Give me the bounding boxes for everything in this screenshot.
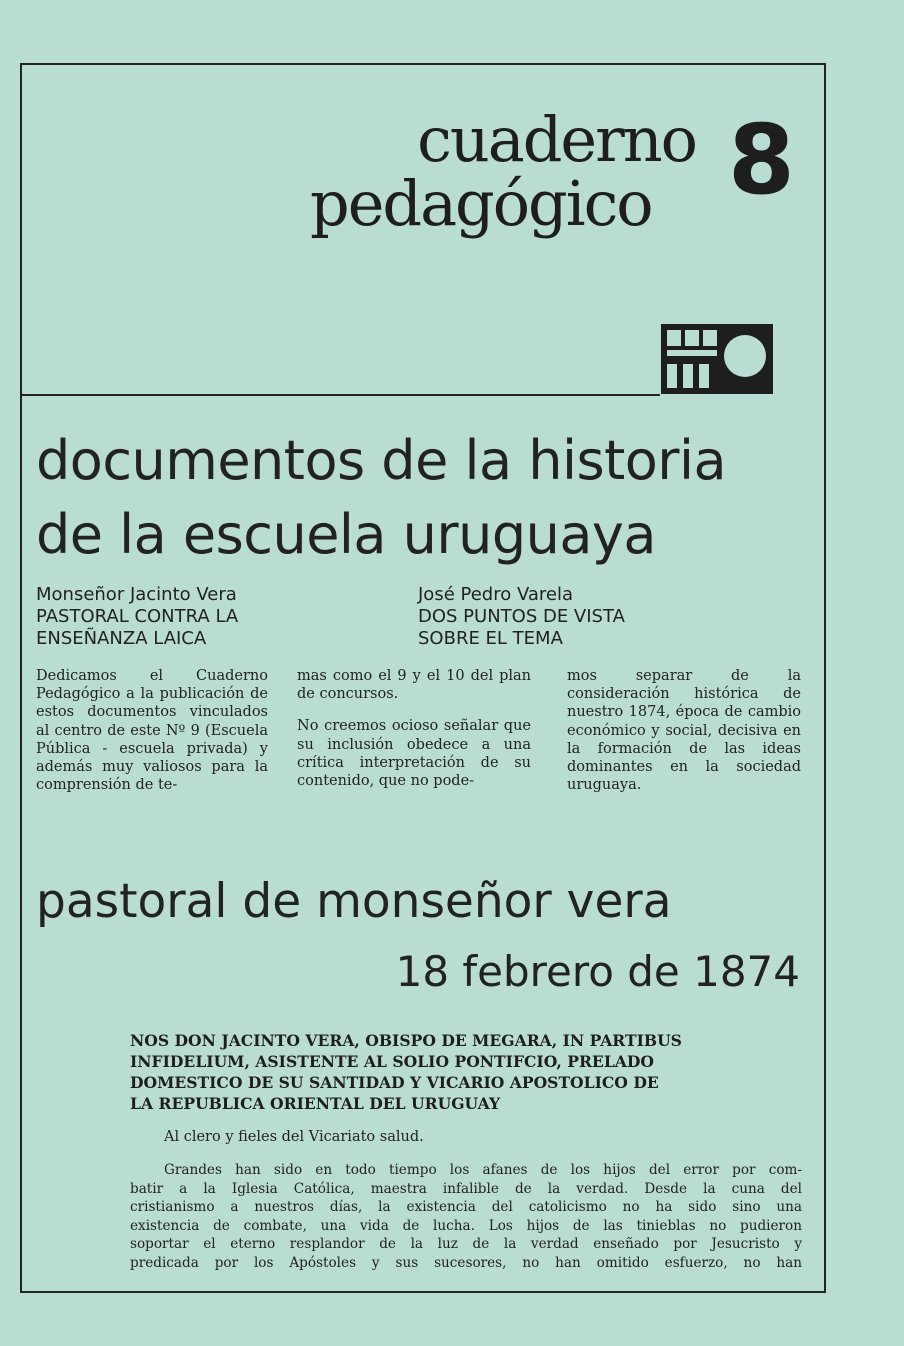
author-name: Monseñor Jacinto Vera [36, 584, 237, 605]
intro-paragraph: No creemos ocioso señalar que su inclusión obedece a una crítica interpretación de su contenido, que no pode- [297, 718, 531, 790]
publication-title-line2: pedagógico [310, 167, 652, 240]
decree-heading-line: NOS DON JACINTO VERA, OBISPO DE MEGARA, IN PARTIBUS [130, 1031, 682, 1050]
body-line: soportar el eterno resplandor de la luz de la verdad enseñado por Jesucristo y [130, 1236, 802, 1253]
intro-column-2 [297, 667, 531, 804]
publisher-logo-icon [661, 324, 773, 394]
author-block-vera [36, 584, 336, 650]
main-heading-line2: de la escuela uruguaya [36, 503, 656, 566]
issue-number: 8 [728, 104, 795, 216]
intro-paragraph: mas como el 9 y el 10 del plan de concursos. [297, 668, 531, 703]
work-title-line1: PASTORAL CONTRA LA [36, 606, 239, 627]
intro-column-3 [567, 667, 801, 808]
intro-paragraph: Dedicamos el Cuaderno Pedagógico a la publicación de estos documentos vinculados al centro de este Nº 9 (Escuela Pública - escuela privada) y además muy valiosos para la comprensión de te- [36, 668, 268, 794]
frame-bottom-rule [20, 1291, 826, 1293]
salutation: Al clero y fieles del Vicariato salud. [164, 1129, 424, 1145]
work-title-line2: ENSEÑANZA LAICA [36, 628, 207, 649]
frame-top-rule [20, 63, 826, 65]
intro-column-1 [36, 667, 268, 808]
frame-left-rule [20, 63, 22, 1293]
main-heading-line1: documentos de la historia [36, 429, 727, 492]
frame-right-rule [824, 63, 826, 1293]
decree-heading-line: DOMESTICO DE SU SANTIDAD Y VICARIO APOSTOLICO DE [130, 1073, 659, 1092]
decree-heading-line: LA REPUBLICA ORIENTAL DEL URUGUAY [130, 1094, 501, 1113]
decree-heading-line: INFIDELIUM, ASISTENTE AL SOLIO PONTIFCIO, PRELADO [130, 1052, 654, 1071]
author-name: José Pedro Varela [418, 584, 574, 605]
section-date: 18 febrero de 1874 [395, 947, 800, 996]
decree-heading [130, 1030, 810, 1114]
section-title: pastoral de monseñor vera [36, 874, 672, 929]
body-line: batir a la Iglesia Católica, maestra infalible de la verdad. Desde la cuna del [130, 1180, 802, 1197]
body-line: existencia de combate, una vida de lucha. Los hijos de las tinieblas no pudieron [130, 1217, 802, 1234]
author-block-varela [418, 584, 718, 650]
publication-title-line1: cuaderno [417, 103, 696, 176]
publication-title [300, 103, 700, 240]
intro-paragraph: mos separar de la consideración histórica de nuestro 1874, época de cambio económico y social, decisiva en la formación de las ideas dominantes en la sociedad uruguaya. [567, 668, 801, 794]
decree-body [130, 1161, 802, 1273]
header-divider [20, 394, 660, 396]
work-title-line1: DOS PUNTOS DE VISTA [418, 606, 625, 627]
body-line: cristianismo a nuestros días, la existencia del catolicismo no ha sido sino una [130, 1199, 802, 1216]
work-title-line2: SOBRE EL TEMA [418, 628, 563, 649]
body-line: predicada por los Apóstoles y sus sucesores, no han omitido esfuerzo, no han [130, 1254, 802, 1271]
body-line: Grandes han sido en todo tiempo los afanes de los hijos del error por com- [164, 1162, 802, 1178]
main-heading [36, 424, 816, 572]
